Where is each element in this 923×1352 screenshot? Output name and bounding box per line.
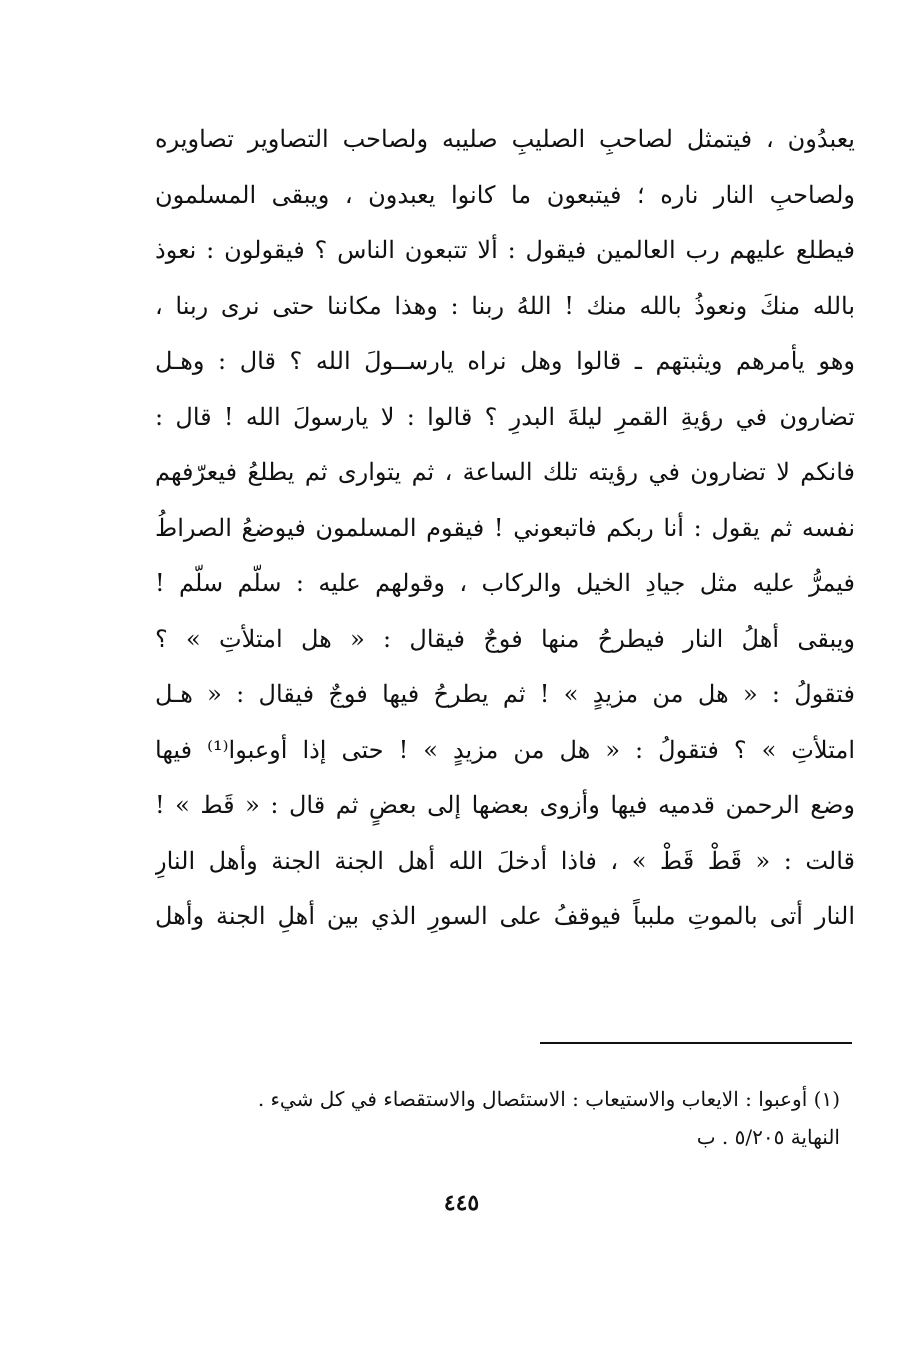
text-line: فيطلع عليهم رب العالمين فيقول : ألا تتبعون الناس ؟ فيقولون : نعوذ bbox=[155, 236, 855, 264]
footnotes-block bbox=[150, 1080, 840, 1156]
footnote-line: (١) أوعبوا : الايعاب والاستيعاب : الاستئصال والاستقصاء في كل شيء . bbox=[257, 1087, 840, 1111]
text-line: نفسه ثم يقول : أنا ربكم فاتبعوني ! فيقوم المسلمون فيوضعُ الصراطُ bbox=[155, 513, 855, 542]
text-line: النار أتى بالموتِ ملبباً فيوقفُ على السورِ الذي بين أهلِ الجنة وأهل bbox=[155, 902, 855, 930]
text-line: امتلأتِ » ؟ فتقولُ : « هل من مزيدٍ » ! حتى إذا أوعبوا⁽¹⁾ فيها bbox=[155, 735, 855, 764]
text-line: يعبدُون ، فيتمثل لصاحبِ الصليبِ صليبه ولصاحب التصاوير تصاويره bbox=[155, 125, 855, 153]
footnote-line: النهاية ٥/٢٠٥ . ب bbox=[696, 1125, 840, 1149]
text-line: تضارون في رؤيةِ القمرِ ليلةَ البدرِ ؟ قالوا : لا يارسولَ الله ! قال : bbox=[155, 402, 855, 431]
text-line: فانكم لا تضارون في رؤيته تلك الساعة ، ثم يتوارى ثم يطلعُ فيعرّفهم bbox=[155, 458, 855, 486]
text-line: ويبقى أهلُ النار فيطرحُ منها فوجٌ فيقال : « هل امتلأتِ » ؟ bbox=[155, 624, 855, 653]
text-line: ولصاحبِ النار ناره ؛ فيتبعون ما كانوا يعبدون ، ويبقى المسلمون bbox=[155, 180, 855, 209]
text-line: وضع الرحمن قدميه فيها وأزوى بعضها إلى بعضٍ ثم قال : « قَط » ! bbox=[155, 791, 855, 819]
text-line: فتقولُ : « هل من مزيدٍ » ! ثم يطرحُ فيها فوجٌ فيقال : « هـل bbox=[155, 680, 855, 708]
main-text-block bbox=[155, 112, 855, 945]
page-number: ٤٤٥ bbox=[443, 1190, 480, 1216]
text-line: فيمرُّ عليه مثل جيادِ الخيل والركاب ، وقولهم عليه : سلّم سلّم ! bbox=[155, 569, 855, 597]
text-line: بالله منكَ ونعوذُ بالله منك ! اللهُ ربنا : وهذا مكاننا حتى نرى ربنا ، bbox=[155, 291, 855, 320]
text-line: وهو يأمرهم ويثبتهم ـ قالوا وهل نراه يارســولَ الله ؟ قال : وهـل bbox=[155, 347, 855, 375]
footnote-divider bbox=[540, 1042, 852, 1044]
text-line: قالت : « قَطْ قَطْ » ، فاذا أدخلَ الله أهل الجنة الجنة وأهل النارِ bbox=[155, 846, 855, 875]
